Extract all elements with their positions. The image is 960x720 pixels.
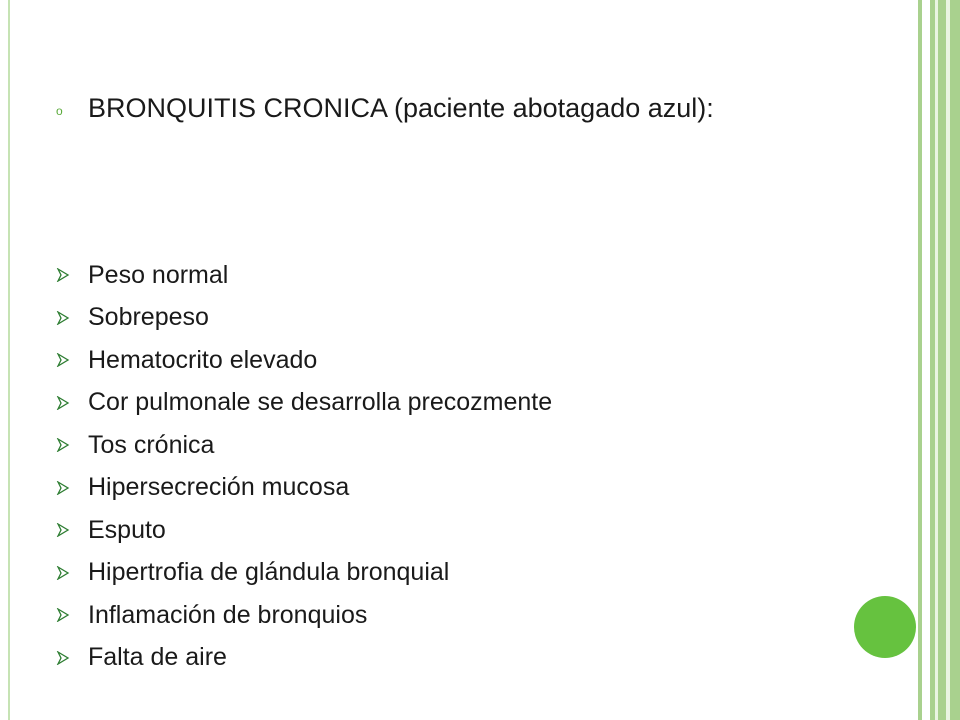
arrow-bullet-icon [56, 481, 88, 495]
arrow-bullet-icon [56, 353, 88, 367]
arrow-bullet-icon [56, 438, 88, 452]
arrow-bullet-icon [56, 396, 88, 410]
list-item-text: Esputo [88, 515, 166, 544]
slide-title-row [56, 92, 776, 124]
list-item-text: Tos crónica [88, 430, 215, 459]
circle-bullet-icon: o [56, 104, 63, 118]
arrow-bullet-icon [56, 311, 88, 325]
decorative-stripe [938, 0, 946, 720]
list-item-text: Hipersecreción mucosa [88, 473, 350, 502]
list-item [56, 382, 552, 425]
arrow-bullet-icon [56, 523, 88, 537]
list-item-text: Hipertrofia de glándula bronquial [88, 558, 450, 587]
list-item [56, 594, 552, 637]
list-item [56, 467, 552, 510]
list-item-text: Hematocrito elevado [88, 345, 318, 374]
list-item [56, 509, 552, 552]
slide-title: BRONQUITIS CRONICA (paciente abotagado azul): [88, 93, 714, 123]
arrow-bullet-icon [56, 566, 88, 580]
list-item [56, 297, 552, 340]
arrow-bullet-icon [56, 268, 88, 282]
arrow-bullet-icon [56, 651, 88, 665]
left-border-line [8, 0, 10, 720]
list-item [56, 339, 552, 382]
green-circle-decoration [854, 596, 916, 658]
list-item-text: Falta de aire [88, 643, 227, 672]
arrow-bullet-icon [56, 608, 88, 622]
list-item-text: Cor pulmonale se desarrolla precozmente [88, 388, 553, 417]
list-item [56, 424, 552, 467]
list-item-text: Inflamación de bronquios [88, 600, 368, 629]
decorative-stripe [922, 0, 930, 720]
bullet-list [56, 254, 552, 679]
list-item-text: Sobrepeso [88, 303, 209, 332]
list-item-text: Peso normal [88, 260, 229, 289]
list-item [56, 552, 552, 595]
list-item [56, 637, 552, 680]
list-item [56, 254, 552, 297]
decorative-stripe [950, 0, 960, 720]
